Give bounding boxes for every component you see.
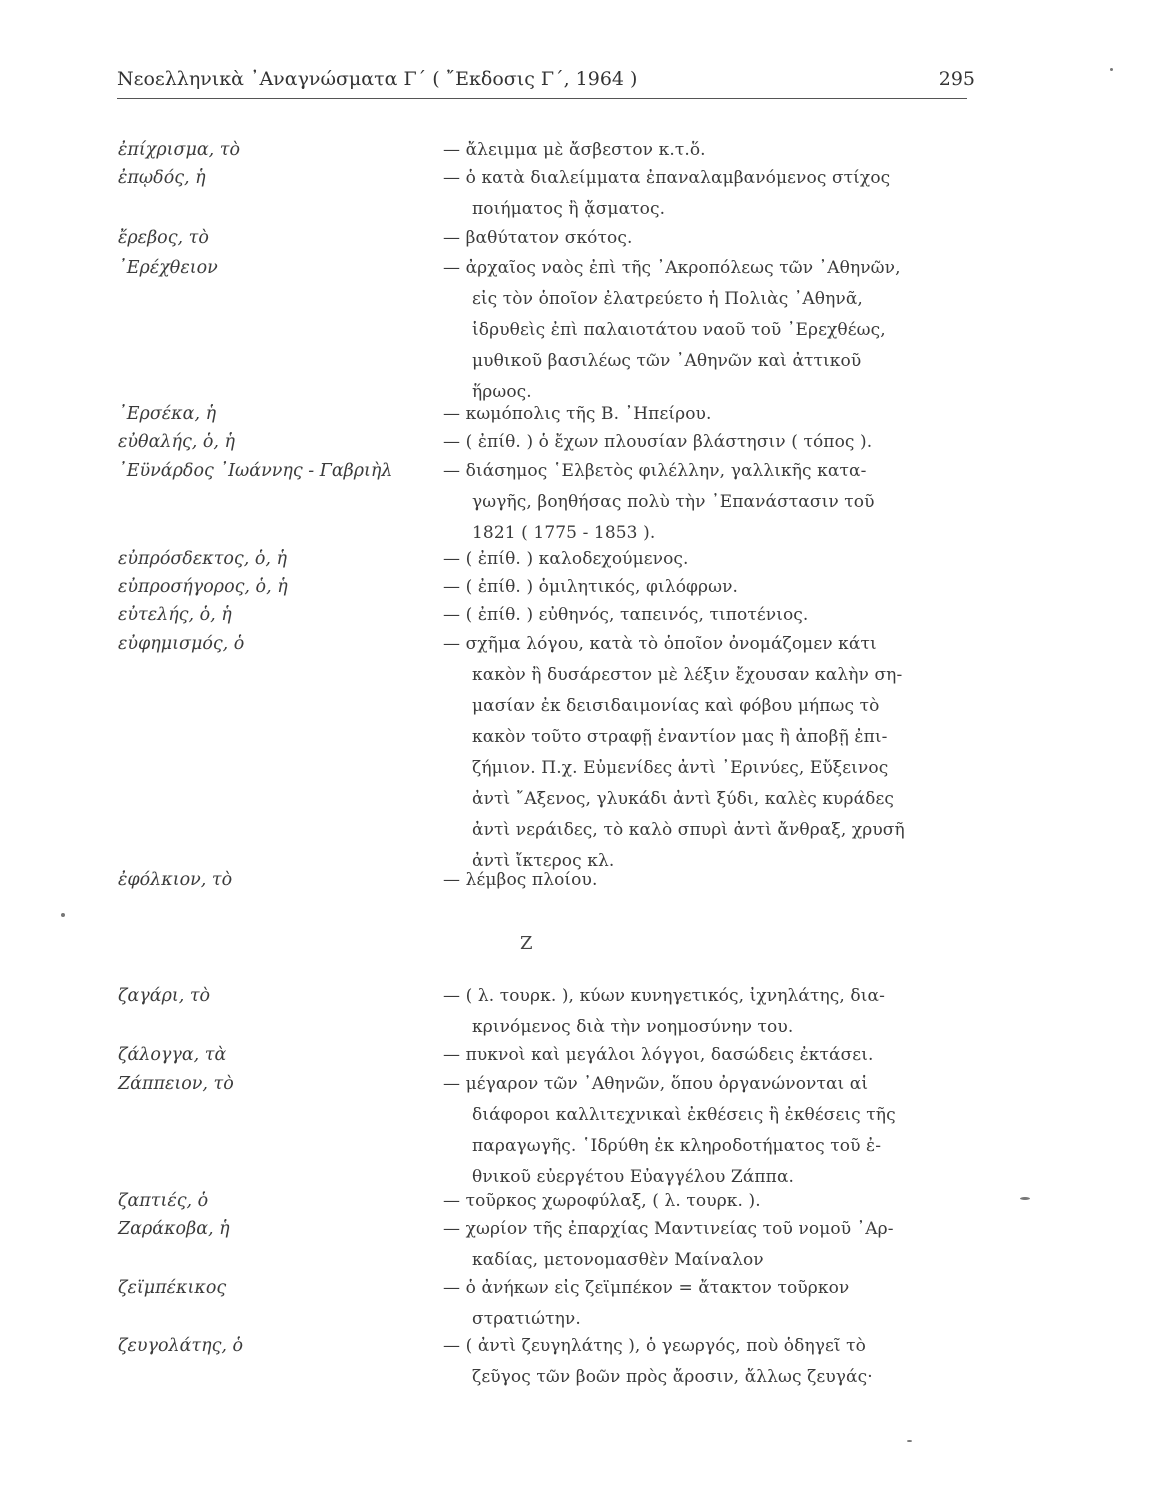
definition-line: — διάσημος ῾Ελβετὸς φιλέλλην, γαλλικῆς κατα- <box>443 461 867 481</box>
entry-term: εὐπροσήγορος, ὁ, ἡ <box>118 577 288 597</box>
definition-line: εἰς τὸν ὁποῖον ἐλατρεύετο ἡ Πολιὰς ᾿Αθηνᾶ, <box>472 289 863 309</box>
scan-speck <box>1110 68 1113 71</box>
entry-definition <box>443 634 983 882</box>
definition-line: ποιήματος ἢ ᾄσματος. <box>472 199 666 219</box>
definition-line: κακὸν ἢ δυσάρεστον μὲ λέξιν ἔχουσαν καλὴν ση- <box>472 665 903 685</box>
entry-definition <box>443 1219 983 1281</box>
definition-line: γωγῆς, βοηθήσας πολὺ τὴν ᾿Επανάστασιν τοῦ <box>472 492 875 512</box>
entry-term: ᾿Ερέχθειον <box>118 258 218 278</box>
entry-definition <box>443 1191 983 1222</box>
definition-line: ἥρωος. <box>472 382 532 402</box>
entry-definition <box>443 404 983 435</box>
definition-line: — χωρίον τῆς ἐπαρχίας Μαντινείας τοῦ νομοῦ ᾿Αρ- <box>443 1219 894 1239</box>
definition-line: — σχῆμα λόγου, κατὰ τὸ ὁποῖον ὀνομάζομεν κάτι <box>443 634 877 654</box>
definition-line: ζήμιον. Π.χ. Εὐμενίδες ἀντὶ ᾿Ερινύες, Εὔξεινος <box>472 758 889 778</box>
entry-term: ζαγάρι, τὸ <box>118 986 211 1006</box>
entry-term: ζάλογγα, τὰ <box>118 1045 227 1065</box>
entry-term: ᾿Εϋνάρδος ᾿Ιωάννης - Γαβριὴλ <box>118 461 393 481</box>
entry-term: ἔρεβος, τὸ <box>118 228 209 248</box>
definition-line: μυθικοῦ βασιλέως τῶν ᾿Αθηνῶν καὶ ἀττικοῦ <box>472 351 862 371</box>
definition-line: θνικοῦ εὐεργέτου Εὐαγγέλου Ζάππα. <box>472 1167 795 1187</box>
entry-definition <box>443 577 983 608</box>
definition-line: — ( λ. τουρκ. ), κύων κυνηγετικός, ἰχνηλάτης, δια- <box>443 986 885 1006</box>
definition-line: ἀντὶ ῎Αξενος, γλυκάδι ἀντὶ ξύδι, καλὲς κυράδες <box>472 789 895 809</box>
entry-definition <box>443 228 983 259</box>
definition-line: — λέμβος πλοίου. <box>443 870 598 890</box>
scan-speck <box>61 913 65 917</box>
entry-term: εὐπρόσδεκτος, ὁ, ἡ <box>118 549 287 569</box>
definition-line: — τοῦρκος χωροφύλαξ, ( λ. τουρκ. ). <box>443 1191 761 1211</box>
definition-line: καδίας, μετονομασθὲν Μαίναλον <box>472 1250 764 1270</box>
entry-term: ζευγολάτης, ὁ <box>118 1336 244 1356</box>
definition-line: — ( ἐπίθ. ) ὁμιλητικός, φιλόφρων. <box>443 577 739 597</box>
definition-line: — ( ἐπίθ. ) ὁ ἔχων πλουσίαν βλάστησιν ( τόπος ). <box>443 432 873 452</box>
entry-definition <box>443 258 983 413</box>
entry-definition <box>443 1336 983 1398</box>
definition-line: — ( ἐπίθ. ) καλοδεχούμενος. <box>443 549 689 569</box>
definition-line: κρινόμενος διὰ τὴν νοημοσύνην του. <box>472 1017 794 1037</box>
entry-term: ἐπῳδός, ἡ <box>118 168 206 188</box>
definition-line: — ὁ ἀνήκων εἰς ζεϊμπέκον = ἄτακτον τοῦρκον <box>443 1278 850 1298</box>
definition-line: στρατιώτην. <box>472 1309 581 1329</box>
entry-definition <box>443 432 983 463</box>
entry-term: ζεϊμπέκικος <box>118 1278 227 1298</box>
entry-term: ᾿Ερσέκα, ἡ <box>118 404 217 424</box>
running-title: Νεοελληνικὰ ᾿Αναγνώσματα Γ΄ ( ῎Εκδοσις Γ΄, 1964 ) <box>117 68 638 90</box>
entry-term: Ζαράκοβα, ἡ <box>118 1219 230 1239</box>
scan-speck <box>1020 1197 1030 1200</box>
entry-definition <box>443 1074 983 1198</box>
definition-line: μασίαν ἐκ δεισιδαιμονίας καὶ φόβου μήπως τὸ <box>472 696 880 716</box>
entry-definition <box>443 549 983 580</box>
definition-line: — κωμόπολις τῆς Β. ᾿Ηπείρου. <box>443 404 712 424</box>
entry-term: εὐτελής, ὁ, ἡ <box>118 605 232 625</box>
definition-line: — ὁ κατὰ διαλείμματα ἐπαναλαμβανόμενος στίχος <box>443 168 891 188</box>
definition-line: ζεῦγος τῶν βοῶν πρὸς ἄροσιν, ἄλλως ζευγάς· <box>472 1367 873 1387</box>
definition-line: ἀντὶ ἴκτερος κλ. <box>472 851 615 871</box>
definition-line: διάφοροι καλλιτεχνικαὶ ἐκθέσεις ἢ ἐκθέσεις τῆς <box>472 1105 896 1125</box>
entry-definition <box>443 461 983 554</box>
definition-line: 1821 ( 1775 - 1853 ). <box>472 523 656 543</box>
entry-definition <box>443 1278 983 1340</box>
entry-term: ἐφόλκιον, τὸ <box>118 870 233 890</box>
definition-line: — ἀρχαῖος ναὸς ἐπὶ τῆς ᾿Ακροπόλεως τῶν ᾿Αθηνῶν, <box>443 258 901 278</box>
definition-line: — μέγαρον τῶν ᾿Αθηνῶν, ὅπου ὀργανώνονται αἱ <box>443 1074 869 1094</box>
entry-term: ἐπίχρισμα, τὸ <box>118 140 240 160</box>
definition-line: — πυκνοὶ καὶ μεγάλοι λόγγοι, δασώδεις ἐκτάσει. <box>443 1045 874 1065</box>
page-header <box>117 64 975 99</box>
entry-definition <box>443 605 983 636</box>
definition-line: — ἄλειμμα μὲ ἄσβεστον κ.τ.ὅ. <box>443 140 706 160</box>
definition-line: — βαθύτατον σκότος. <box>443 228 633 248</box>
entry-term: εὐφημισμός, ὁ <box>118 634 245 654</box>
entry-definition <box>443 1045 983 1076</box>
entry-term: εὐθαλής, ὁ, ἡ <box>118 432 236 452</box>
entry-definition <box>443 870 983 901</box>
definition-line: — ( ἀντὶ ζευγηλάτης ), ὁ γεωργός, ποὺ ὁδηγεῖ τὸ <box>443 1336 867 1356</box>
entry-term: Ζάππειον, τὸ <box>118 1074 234 1094</box>
entry-definition <box>443 168 983 230</box>
section-letter-z: Ζ <box>520 933 533 954</box>
definition-line: κακὸν τοῦτο στραφῇ ἐναντίον μας ἢ ἀποβῇ ἐπι- <box>472 727 888 747</box>
definition-line: ἀντὶ νεράιδες, τὸ καλὸ σπυρὶ ἀντὶ ἄνθραξ, χρυσῆ <box>472 820 905 840</box>
scan-speck <box>907 1440 912 1442</box>
entry-term: ζαπτιές, ὁ <box>118 1191 209 1211</box>
page-number: 295 <box>938 68 975 90</box>
definition-line: — ( ἐπίθ. ) εὐθηνός, ταπεινός, τιποτένιος. <box>443 605 809 625</box>
entry-definition <box>443 986 983 1048</box>
entry-definition <box>443 140 983 171</box>
definition-line: ἱδρυθεὶς ἐπὶ παλαιοτάτου ναοῦ τοῦ ᾿Ερεχθέως, <box>472 320 886 340</box>
definition-line: παραγωγῆς. ῾Ιδρύθη ἐκ κληροδοτήματος τοῦ ἐ- <box>472 1136 882 1156</box>
